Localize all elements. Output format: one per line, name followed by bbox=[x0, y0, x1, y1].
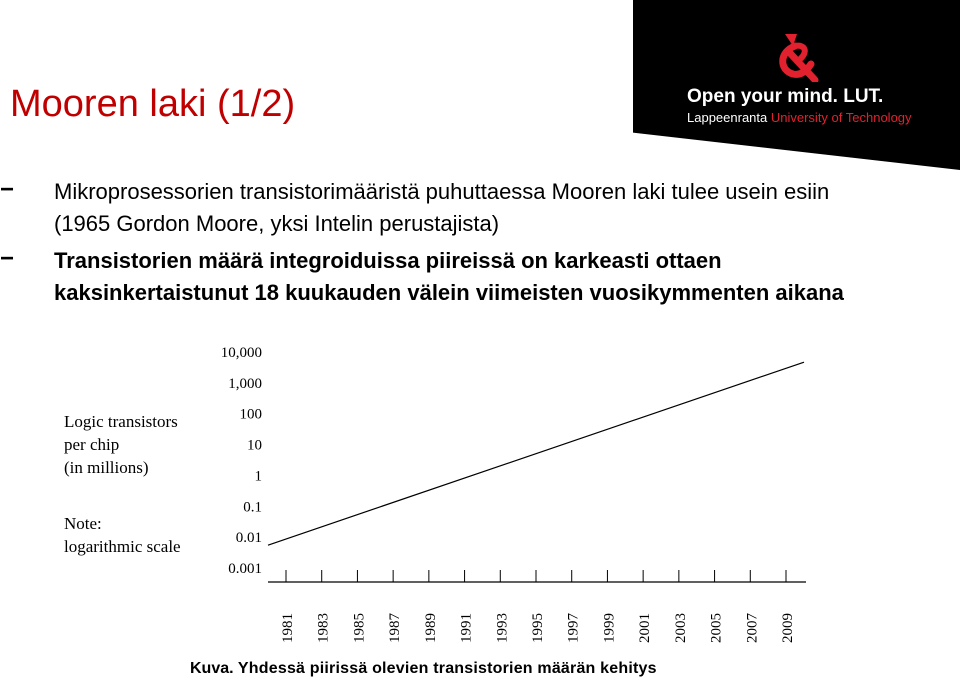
caption-text: Yhdessä piirissä olevien transistorien määrän kehitys bbox=[233, 660, 657, 677]
x-tick-label: 1993 bbox=[494, 613, 511, 643]
y-axis-label: Logic transistors per chip (in millions) bbox=[64, 412, 178, 477]
figure-caption bbox=[190, 660, 657, 678]
x-tick-label: 1981 bbox=[280, 613, 296, 643]
logo-tagline: Open your mind. LUT. bbox=[687, 86, 884, 107]
x-tick-label: 1987 bbox=[387, 613, 404, 643]
x-tick-label: 2001 bbox=[637, 613, 654, 643]
x-tick-label: 1983 bbox=[315, 613, 332, 643]
y-tick-label: 10,000 bbox=[220, 345, 262, 361]
y-tick-label: 0.001 bbox=[228, 561, 262, 577]
logo-university-city: Lappeenranta bbox=[687, 110, 771, 125]
bullet-marker: − bbox=[0, 176, 15, 203]
slide-title: Mooren laki (1/2) bbox=[10, 83, 296, 125]
y-tick-label: 0.01 bbox=[235, 530, 262, 547]
bullet-2: Transistorien määrä integroiduissa piireissä on karkeasti ottaen kaksinkertaistunut 18 kuukauden välein viimeisten vuosikymmenten aikana bbox=[54, 248, 844, 305]
bullet-1: Mikroprosessorien transistorimääristä puhuttaessa Mooren laki tulee usein esiin (1965 Gordon Moore, yksi Intelin perustajista) bbox=[54, 179, 830, 236]
bullet-marker: − bbox=[0, 245, 15, 272]
x-tick-label: 1991 bbox=[458, 613, 475, 643]
x-tick-label: 1995 bbox=[530, 613, 546, 643]
x-tick-label: 1985 bbox=[351, 613, 368, 643]
x-tick-label: 2009 bbox=[780, 613, 796, 643]
trend-line bbox=[268, 362, 804, 545]
x-tick-label: 1997 bbox=[565, 613, 582, 643]
y-tick-label: 1,000 bbox=[228, 375, 262, 392]
x-tick-label: 1999 bbox=[601, 613, 618, 643]
y-tick-label: 100 bbox=[239, 406, 262, 423]
scale-note: Note: logarithmic scale bbox=[64, 514, 181, 556]
y-tick-label: 10 bbox=[247, 437, 262, 454]
x-tick-label: 1989 bbox=[422, 613, 439, 643]
x-tick-label: 2003 bbox=[672, 613, 689, 643]
x-tick-label: 2007 bbox=[744, 613, 761, 643]
y-tick-label: 0.1 bbox=[243, 499, 262, 516]
x-tick-label: 2005 bbox=[708, 613, 725, 643]
caption-label: Kuva. bbox=[190, 660, 234, 677]
y-tick-label: 1 bbox=[254, 468, 262, 485]
logo-university-name: University of Technology bbox=[770, 110, 912, 125]
